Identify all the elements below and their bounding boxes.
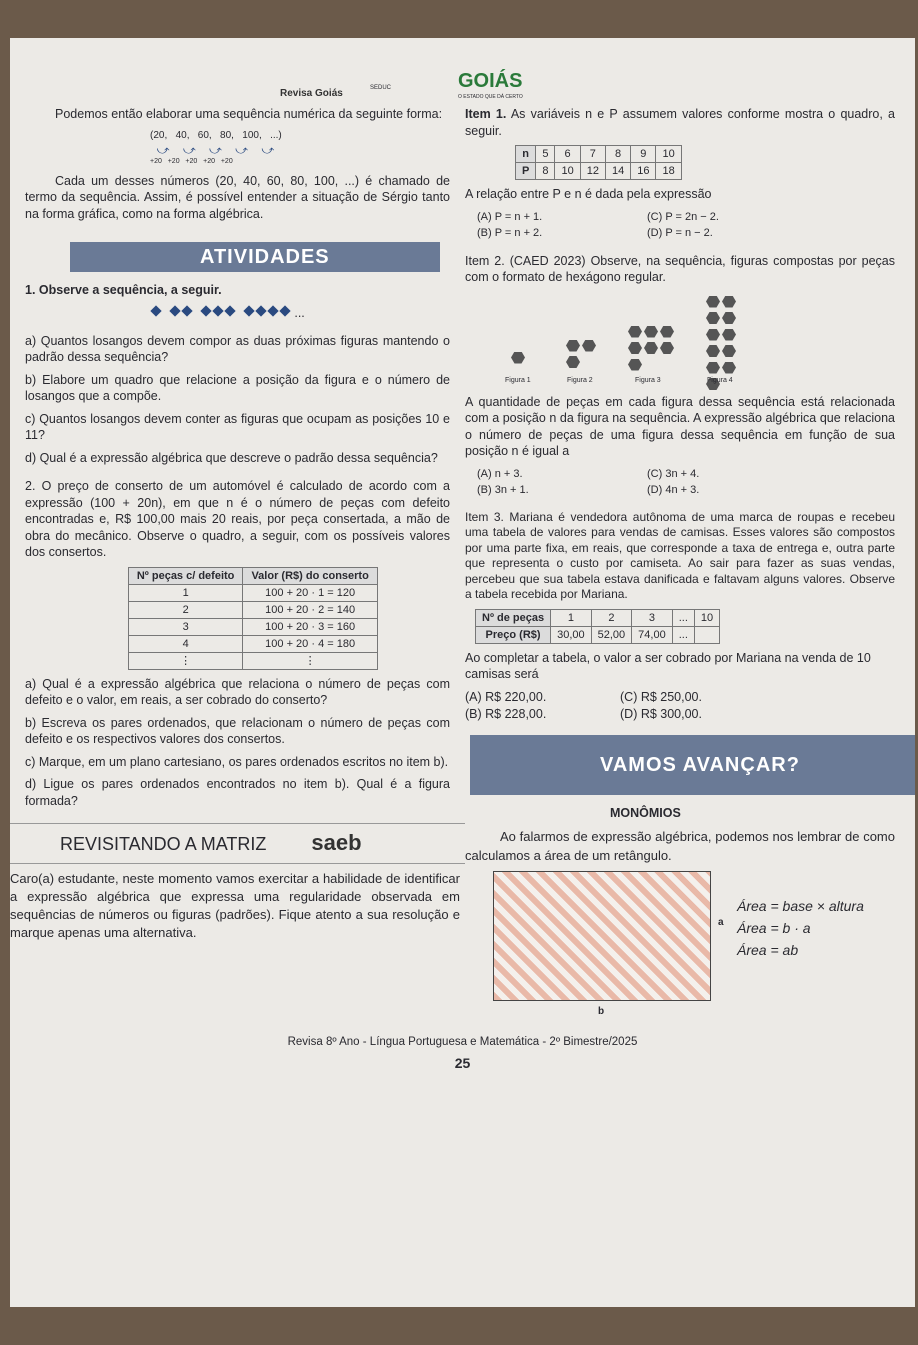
item-3-question: Ao completar a tabela, o valor a ser cobrado por Mariana na venda de 10 camisas será <box>465 650 871 681</box>
side-a-label: a <box>718 917 724 928</box>
sequence: (20, 40, 60, 80, 100, ...) <box>150 129 282 141</box>
goias-logo: GOIÁS <box>458 70 523 92</box>
rectangle-figure <box>493 871 711 1001</box>
n-p-table: n 5 6 7 8 9 10 P 8 10 12 14 16 18 <box>515 145 682 180</box>
hexagon-figures <box>465 292 895 388</box>
diamond-sequence-figure: ... <box>25 305 450 327</box>
question-2: 2. O preço de conserto de um automóvel é calculado de acordo com a expressão (100 + 20n), em que n é o número de peças com defeito encontradas e, R$ 100,00 mais 20 reais, por peça consertada, a mão de obra do mecânico. Observe o quadro, a seguir, com os possíveis valores dos consertos. <box>25 479 450 559</box>
item-1-option-a[interactable]: (A) P = n + 1. <box>477 210 543 223</box>
item-1-options <box>465 209 895 241</box>
revisa-goias-logo: Revisa Goiás <box>280 88 343 99</box>
sequence-increments: +20 +20 +20 +20 +20 <box>150 157 233 165</box>
question-1 <box>25 282 450 299</box>
sequence-arrows-icon: ⤻ ⤻ ⤻ ⤻ ⤻ <box>150 142 275 157</box>
rectangle-area-figure <box>465 871 895 1021</box>
monomials-title: MONÔMIOS <box>610 805 681 820</box>
question-1d: d) Qual é a expressão algébrica que descreve o padrão dessa sequência? <box>25 450 438 465</box>
right-column <box>465 106 895 1021</box>
question-1a: a) Quantos losangos devem compor as duas próximas figuras mantendo o padrão dessa sequência? <box>25 333 450 364</box>
item-1-option-b[interactable]: (B) P = n + 2. <box>477 226 543 239</box>
repair-cost-table: Nº peças c/ defeito Valor (R$) do conserto 1 100 + 20 · 1 = 120 2 100 + 20 · 2 = 140 3 100 + 20 · 3 = 160 4 100 + 20 · 4 = 180 ⋮ ⋮ <box>128 567 378 670</box>
item-3-option-a[interactable]: (A) R$ 220,00. <box>465 689 547 704</box>
advance-banner <box>470 735 915 795</box>
item-1: Item 1. As variáveis n e P assumem valores conforme mostra o quadro, a seguir. <box>465 107 895 138</box>
item-2-option-d[interactable]: (D) 4n + 3. <box>647 483 700 496</box>
question-1-text: 1. Observe a sequência, a seguir. <box>25 283 222 297</box>
question-1b: b) Elabore um quadro que relacione a posição da figura e o número de losangos que a compõe. <box>25 372 450 403</box>
item-3-options <box>465 689 895 723</box>
question-2b: b) Escreva os pares ordenados, que relacionam o número de peças com defeito e os respectivos valores dos consertos. <box>25 715 450 746</box>
activities-title: ATIVIDADES <box>200 246 330 268</box>
monomials-text: Ao falarmos de expressão algébrica, podemos nos lembrar de como calculamos a área de um retângulo. <box>465 829 895 863</box>
question-2a: a) Qual é a expressão algébrica que relaciona o número de peças com defeito e o valor, em reais, a ser cobrado do conserto? <box>25 676 450 707</box>
footer-text: Revisa 8º Ano - Língua Portuguesa e Matemática - 2º Bimestre/2025 <box>287 1036 638 1048</box>
item-3-option-d[interactable]: (D) R$ 300,00. <box>620 706 702 721</box>
item-1-question: A relação entre P e n é dada pela expressão <box>465 187 712 201</box>
question-2c: c) Marque, em um plano cartesiano, os pares ordenados escritos no item b). <box>25 754 449 769</box>
area-formula-3: Área = ab <box>737 942 799 958</box>
figure-1-label: Figura 1 <box>505 376 531 384</box>
page-footer <box>10 1035 915 1072</box>
item-3-option-c[interactable]: (C) R$ 250,00. <box>620 689 702 704</box>
item-2-option-b[interactable]: (B) 3n + 1. <box>477 483 529 496</box>
item-2-text: A quantidade de peças em cada figura dessa sequência está relacionada com a posição n da figura na sequência. A expressão algébrica que relaciona o número de peças de uma figura dessa sequência em função de sua posição n é igual a <box>465 394 895 458</box>
question-2d: d) Ligue os pares ordenados encontrados no item b). Qual é a figura formada? <box>25 777 450 808</box>
matrix-text: Caro(a) estudante, neste momento vamos exercitar a habilidade de identificar a expressão algébrica que expressa uma regularidade observada em sequências de números ou figuras (padrões). Fique atento a sua resolução e marque apenas uma alternativa. <box>10 871 460 940</box>
figure-3-label: Figura 3 <box>635 376 661 384</box>
saeb-logo: saeb <box>311 830 362 855</box>
item-1-option-c[interactable]: (C) P = 2n − 2. <box>647 210 719 223</box>
mariana-price-table: Nº de peças 1 2 3 ... 10 Preço (R$) 30,00 52,00 74,00 ... <box>475 609 720 644</box>
seduc-logo: SEDUC <box>370 85 392 91</box>
item-1-option-d[interactable]: (D) P = n − 2. <box>647 226 713 239</box>
sequence-diagram <box>25 129 450 167</box>
activities-banner <box>70 242 440 272</box>
page-header <box>10 38 915 106</box>
matrix-header <box>10 823 465 864</box>
question-1c: c) Quantos losangos devem conter as figuras que ocupam as posições 10 e 11? <box>25 411 450 442</box>
term-explanation: Cada um desses números (20, 40, 60, 80, 100, ...) é chamado de termo da sequência. Assim, é possível entender a situação de Sérgio tanto na forma gráfica, como na forma algébrica. <box>25 173 450 221</box>
item-2: Item 2. (CAED 2023) Observe, na sequência, figuras compostas por peças com o formato de hexágono regular. <box>465 253 895 284</box>
side-b-label: b <box>598 1006 605 1017</box>
figure-4-label: Figura 4 <box>707 376 733 384</box>
matrix-title: REVISITANDO A MATRIZ <box>60 834 267 854</box>
item-2-options <box>465 466 895 498</box>
item-3-option-b[interactable]: (B) R$ 228,00. <box>465 706 547 721</box>
intro-text: Podemos então elaborar uma sequência numérica da seguinte forma: <box>55 107 443 121</box>
item-2-option-c[interactable]: (C) 3n + 4. <box>647 467 700 480</box>
left-column <box>10 106 460 1021</box>
advance-title: VAMOS AVANÇAR? <box>600 753 800 776</box>
page-number: 25 <box>454 1055 471 1071</box>
item-2-option-a[interactable]: (A) n + 3. <box>477 467 523 480</box>
goias-logo-sub: O ESTADO QUE DÁ CERTO <box>458 94 523 100</box>
figure-2-label: Figura 2 <box>567 376 593 384</box>
area-formula-2: Área = b · a <box>737 920 811 936</box>
item-3: Item 3. Mariana é vendedora autônoma de uma marca de roupas e recebeu uma tabela de valores para vendas de camisas. Esses valores são compostos por uma parte fixa, em reais, que corresponde a taxa de entrega e, outra parte que representa o custo por camiseta. Ao sair para fazer as suas vendas, percebeu que sua tabela estava danificada e faltavam alguns valores. Observe a tabela recebida por Mariana. <box>465 509 895 601</box>
textbook-page <box>10 38 915 1307</box>
area-formula-1: Área = base × altura <box>737 898 864 914</box>
